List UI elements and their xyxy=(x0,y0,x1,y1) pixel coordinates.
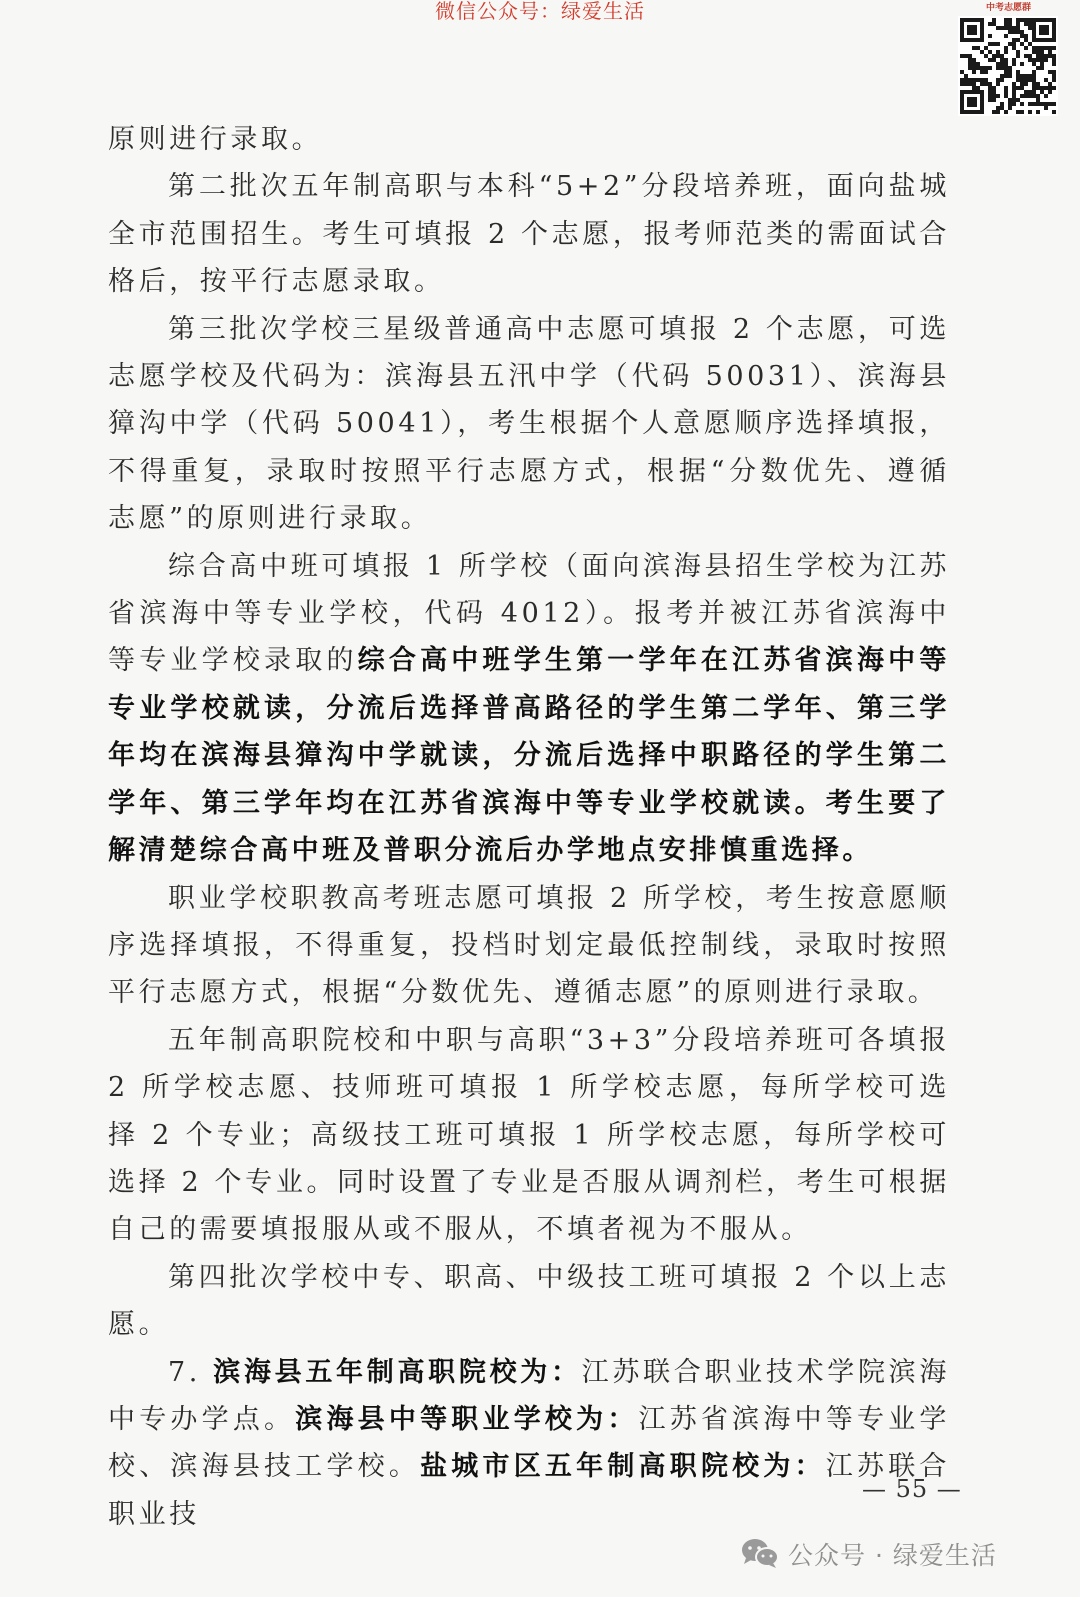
footer-watermark[interactable] xyxy=(740,1532,997,1576)
qr-brand-text: 中考志愿群 xyxy=(986,3,1032,13)
document-body xyxy=(108,116,950,1538)
qr-code[interactable] xyxy=(958,2,1060,118)
bold-text: 综合高中班学生第一学年在江苏省滨海中等专业学校就读，分流后选择普高路径的学生第二学年、第三学年均在滨海县獐沟中学就读，分流后选择中职路径的学生第二学年、第三学年均在江苏省滨海中等专业学校就读。考生要了解清楚综合高中班及普职分流后办学地点安排慎重选择。 xyxy=(108,645,950,867)
paragraph xyxy=(108,1017,950,1254)
bold-text: 盐城市区五年制高职院校为： xyxy=(420,1451,826,1483)
paragraph xyxy=(108,163,950,305)
top-watermark: 微信公众号：绿爱生活 xyxy=(435,0,645,23)
text-run: 第三批次学校三星级普通高中志愿可填报 2 个志愿，可选志愿学校及代码为：滨海县五汛中学（代码 50031）、滨海县獐沟中学（代码 50041），考生根据个人意愿顺序选择填报，不得重复，录取时按照平行志愿方式，根据“分数优先、遵循志愿”的原则进行录取。 xyxy=(108,313,950,535)
text-run: 江苏联合职业技术学院滨海中专办学点。 xyxy=(108,1356,950,1435)
text-run: 江苏省滨海中等专业学校、滨海县技工学校。 xyxy=(108,1403,950,1483)
page-number: — 55 — xyxy=(862,1475,962,1503)
bold-text: 滨海县五年制高职院校为： xyxy=(213,1356,582,1388)
qr-code-icon xyxy=(958,16,1058,116)
paragraph xyxy=(108,875,950,1017)
paragraph xyxy=(108,1254,950,1349)
footer-watermark-text: 公众号 · 绿爱生活 xyxy=(788,1541,997,1570)
paragraph xyxy=(108,1349,950,1539)
text-run: 第二批次五年制高职与本科“5+2”分段培养班，面向盐城全市范围招生。考生可填报 2 个志愿，报考师范类的需面试合格后，按平行志愿录取。 xyxy=(108,171,950,298)
text-run: 综合高中班可填报 1 所学校（面向滨海县招生学校为江苏省滨海中等专业学校，代码 4012）。报考并被江苏省滨海中等专业学校录取的 xyxy=(108,550,950,677)
paragraph xyxy=(108,116,950,163)
paragraph xyxy=(108,543,950,875)
paragraph xyxy=(108,306,950,543)
text-run: 原则进行录取。 xyxy=(108,124,323,155)
text-run: 江苏联合职业技 xyxy=(108,1451,951,1530)
bold-text: 滨海县中等职业学校为： xyxy=(295,1403,639,1435)
text-run: 五年制高职院校和中职与高职“3+3”分段培养班可各填报 2 所学校志愿、技师班可填报 1 所学校志愿，每所学校可选择 2 个专业；高级技工班可填报 1 所学校志愿，每所学校可选择 2 个专业。同时设置了专业是否服从调剂栏，考生可根据自己的需要填报服从或不服从，不填者视为不服从。 xyxy=(108,1024,950,1246)
text-run: 第四批次学校中专、职高、中级技工班可填报 2 个以上志愿。 xyxy=(108,1261,950,1341)
text-run: 7. xyxy=(168,1356,214,1388)
text-run: 职业学校职教高考班志愿可填报 2 所学校，考生按意愿顺序选择填报，不得重复，投档时划定最低控制线，录取时按照平行志愿方式，根据“分数优先、遵循志愿”的原则进行录取。 xyxy=(108,882,950,1009)
wechat-icon xyxy=(740,1537,780,1571)
